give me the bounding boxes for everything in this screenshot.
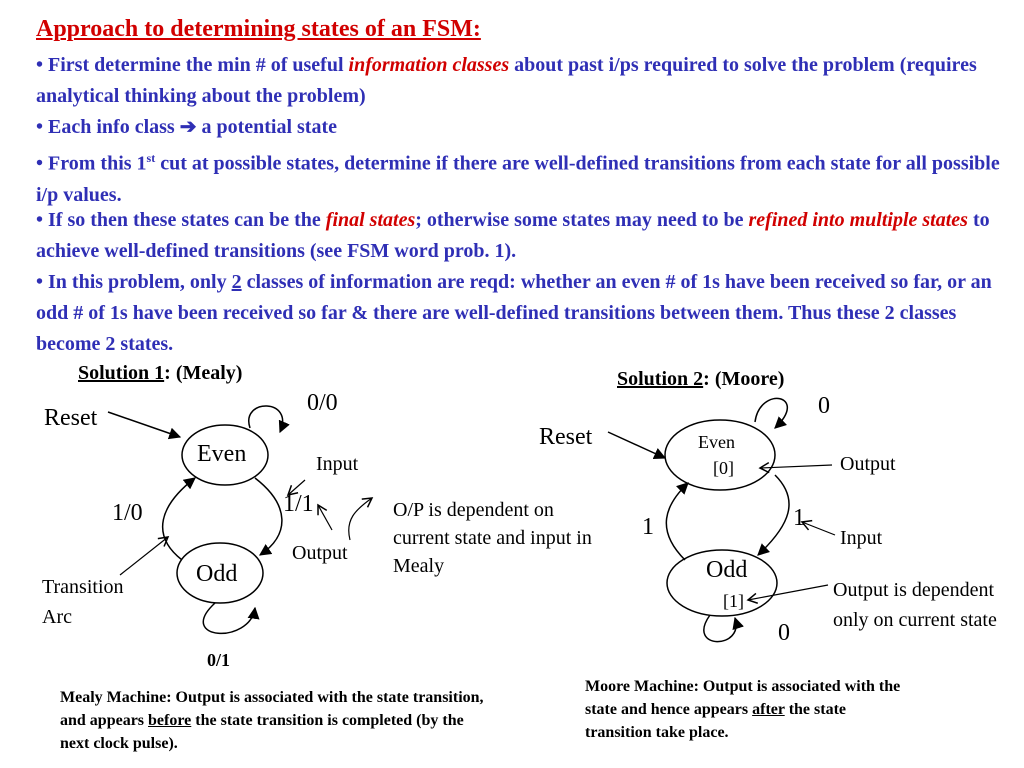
mealy-arc-even-to-odd bbox=[255, 478, 282, 555]
moore-input-pointer bbox=[802, 522, 835, 535]
moore-even-state bbox=[665, 420, 775, 490]
mealy-odd-to-even-label: 1/0 bbox=[112, 500, 143, 526]
moore-self-even-label: 0 bbox=[818, 393, 830, 419]
moore-output-label: Output bbox=[840, 453, 896, 475]
mealy-self-odd-label: 0/1 bbox=[207, 650, 231, 670]
mealy-even-to-odd-label: 1/1 bbox=[283, 491, 314, 517]
moore-caption: Moore Machine: Output is associated with the state and hence appears after the state transition take place. bbox=[585, 678, 901, 741]
mealy-caption: Mealy Machine: Output is associated with the state transition, and appears before the state transition is completed (by the next clock pulse). bbox=[60, 689, 484, 752]
bullet-2: • Each info class ➔ a potential state bbox=[36, 116, 338, 138]
mealy-arc-odd-to-even bbox=[163, 478, 195, 560]
moore-heading: Solution 2: (Moore) bbox=[617, 368, 785, 390]
moore-self-loop-even bbox=[755, 398, 787, 428]
mealy-even-label: Even bbox=[197, 441, 247, 467]
moore-input-label: Input bbox=[840, 527, 883, 549]
moore-odd-to-even-label: 1 bbox=[642, 514, 654, 540]
moore-arc-odd-to-even bbox=[666, 483, 688, 560]
mealy-op-note-pointer bbox=[349, 498, 372, 540]
moore-self-odd-label: 0 bbox=[778, 620, 790, 646]
mealy-reset-arrow bbox=[108, 412, 180, 437]
moore-self-loop-odd bbox=[704, 615, 736, 642]
moore-op-note-pointer bbox=[748, 585, 828, 600]
moore-output-pointer bbox=[760, 465, 832, 468]
moore-reset-label: Reset bbox=[539, 424, 593, 450]
mealy-op-note: O/P is dependent on current state and input in Mealy bbox=[393, 499, 592, 577]
emphasis-refined-states: refined into multiple states bbox=[748, 209, 968, 231]
mealy-heading: Solution 1: (Mealy) bbox=[78, 362, 243, 384]
mealy-self-loop-even bbox=[249, 406, 283, 432]
mealy-transition-arc-label: Transition Arc bbox=[42, 576, 124, 628]
mealy-transition-pointer bbox=[120, 537, 168, 575]
mealy-self-even-label: 0/0 bbox=[307, 390, 338, 416]
mealy-self-loop-odd bbox=[203, 603, 255, 633]
moore-reset-arrow bbox=[608, 432, 665, 458]
moore-even-output: [0] bbox=[713, 458, 734, 478]
moore-odd-label: Odd bbox=[706, 557, 748, 583]
emphasis-final-states: final states bbox=[325, 209, 416, 231]
bullet-4: • If so then these states can be the final states; otherwise some states may need to be refined into multiple states to achieve well-defined transitions (see FSM word prob. 1). bbox=[36, 209, 990, 262]
moore-arc-even-to-odd bbox=[758, 475, 789, 555]
mealy-output-pointer bbox=[318, 505, 332, 530]
bullet-3: • From this 1st cut at possible states, determine if there are well-defined transitions from each state for all possible i/p values. bbox=[36, 151, 1000, 206]
bullet-1: • First determine the min # of useful information classes about past i/ps required to solve the problem (requires analytical thinking about the problem) bbox=[36, 54, 977, 107]
slide-title: Approach to determining states of an FSM: bbox=[36, 16, 481, 42]
bullet-5: • In this problem, only 2 classes of information are reqd: whether an even # of 1s have been received so far, or an odd # of 1s have been received so far & there are well-defined transitions between them. Thus these 2 classes become 2 states. bbox=[36, 271, 992, 355]
moore-odd-output: [1] bbox=[723, 591, 744, 611]
mealy-odd-label: Odd bbox=[196, 561, 238, 587]
moore-op-note: Output is dependent only on current state bbox=[833, 579, 997, 631]
moore-even-label: Even bbox=[698, 432, 735, 452]
emphasis-information-classes: information classes bbox=[348, 54, 510, 76]
right-arrow-icon: ➔ bbox=[179, 116, 197, 138]
moore-even-to-odd-label: 1 bbox=[793, 505, 805, 531]
mealy-input-label: Input bbox=[316, 453, 359, 475]
mealy-output-label: Output bbox=[292, 542, 348, 564]
mealy-reset-label: Reset bbox=[44, 405, 98, 431]
